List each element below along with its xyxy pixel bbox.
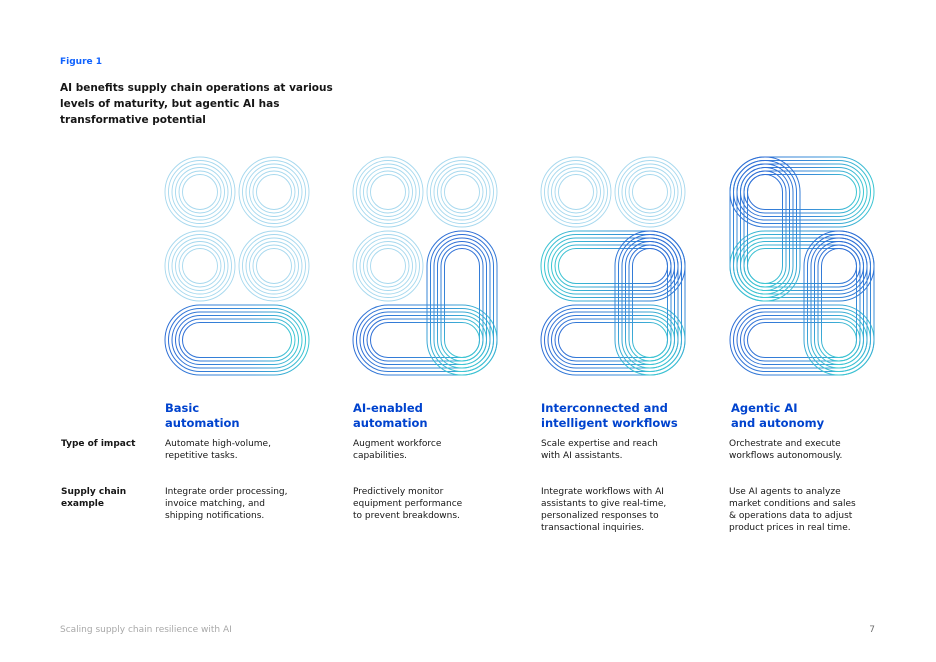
column-title-agentic: Agentic AI and autonomy (731, 401, 825, 430)
light-ring-2 (353, 157, 497, 301)
graphic-agentic (730, 157, 874, 375)
column-title-basic: Basic automation (165, 401, 240, 430)
figure-label: Figure 1 (60, 57, 103, 67)
example-cell-interconnected: Integrate workflows with AI assistants to give real-time, personalized responses to transactional inquiries. (541, 487, 667, 533)
light-ring-1 (165, 157, 309, 301)
graphic-ai-enabled (353, 157, 497, 375)
horizontal-loop-1 (165, 305, 309, 375)
light-ring-3 (541, 157, 685, 227)
vertical-loop-2 (427, 231, 497, 375)
example-cell-agentic: Use AI agents to analyze market conditions and sales & operations data to adjust product prices in real time. (729, 487, 856, 533)
row-label-example: Supply chain example (61, 487, 127, 509)
graphic-basic-automation (165, 157, 309, 375)
impact-cell-agentic: Orchestrate and execute workflows autonomously. (729, 439, 843, 461)
row-label-impact: Type of impact (61, 439, 136, 449)
graphic-interconnected (541, 157, 685, 375)
footer-text: Scaling supply chain resilience with AI (60, 625, 232, 635)
impact-cell-ai-enabled: Augment workforce capabilities. (353, 439, 442, 461)
vertical-loop-4a (730, 157, 800, 301)
impact-cell-interconnected: Scale expertise and reach with AI assistants. (541, 439, 658, 461)
column-title-ai-enabled: AI-enabled automation (353, 401, 428, 430)
example-cell-ai-enabled: Predictively monitor equipment performance to prevent breakdowns. (353, 487, 463, 521)
vertical-loop-3 (615, 231, 685, 375)
page-number: 7 (869, 625, 875, 635)
impact-cell-basic: Automate high-volume, repetitive tasks. (165, 439, 271, 461)
column-title-interconnected: Interconnected and intelligent workflows (541, 401, 678, 430)
vertical-loop-4b (804, 231, 874, 375)
example-cell-basic: Integrate order processing, invoice matching, and shipping notifications. (165, 487, 288, 521)
figure-title: AI benefits supply chain operations at various levels of maturity, but agentic AI has transformative potential (60, 82, 333, 126)
